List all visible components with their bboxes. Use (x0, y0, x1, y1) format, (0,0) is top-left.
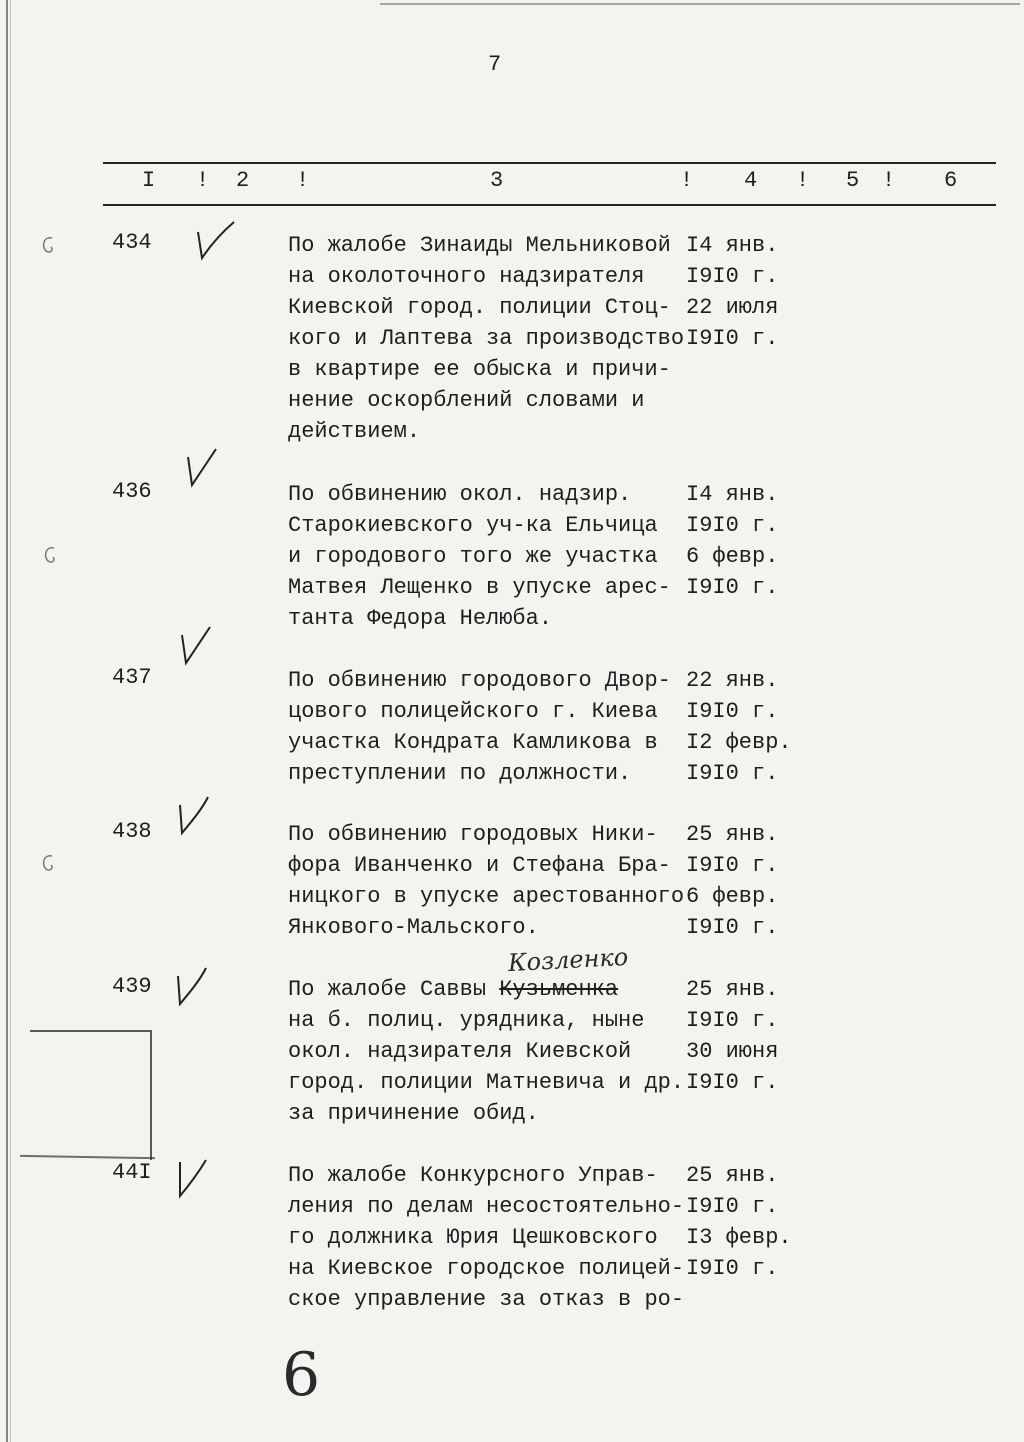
description-prefix: По жалобе Саввы (288, 977, 500, 1002)
header-rule-top (103, 162, 996, 164)
record-description: По обвинению городовых Ники- фора Иванченко и Стефана Бра- ницкого в упуске арестованного Янкового-Мальского. (288, 822, 685, 940)
page-edge (10, 0, 11, 1442)
record-number: 44I (112, 1160, 152, 1185)
column-separator: ! (196, 168, 210, 193)
handwritten-sheet-number: 6 (282, 1340, 321, 1410)
record-dates: 25 янв. I9I0 г. 6 февр. I9I0 г. (686, 822, 779, 940)
column-2-label: 2 (236, 168, 250, 193)
binder-hole-mark (38, 234, 58, 256)
header-rule-bottom (103, 204, 996, 206)
record-number: 434 (112, 230, 152, 255)
column-1-label: I (142, 168, 156, 193)
page-number: 7 (488, 52, 502, 77)
column-4-label: 4 (744, 168, 758, 193)
column-3-label: 3 (490, 168, 504, 193)
column-separator: ! (796, 168, 810, 193)
page-edge (380, 3, 1020, 5)
record-description: По обвинению окол. надзир. Старокиевского уч-ка Ельчица и городового того же участка Матвея Лещенко в упуске арес- танта Федора Нелюба. (288, 482, 671, 631)
record-description: По обвинению городового Двор- цового полицейского г. Киева участка Кондрата Камликова в преступлении по должности. (288, 668, 671, 786)
check-mark-icon (176, 625, 222, 671)
page-edge (6, 0, 8, 1442)
record-dates: I4 янв. I9I0 г. 22 июля I9I0 г. (686, 233, 779, 351)
check-mark-icon (172, 966, 218, 1012)
record-dates: 25 янв. I9I0 г. I3 февр. I9I0 г. (686, 1163, 792, 1281)
column-5-label: 5 (846, 168, 860, 193)
check-mark-icon (182, 447, 228, 493)
record-number: 437 (112, 665, 152, 690)
column-header (0, 168, 1024, 198)
binder-hole-mark (40, 544, 60, 566)
record-dates: I4 янв. I9I0 г. 6 февр. I9I0 г. (686, 482, 779, 600)
record-dates: 25 янв. I9I0 г. 30 июня I9I0 г. (686, 977, 779, 1095)
column-6-label: 6 (944, 168, 958, 193)
column-separator: ! (296, 168, 310, 193)
record-description: на б. полиц. урядника, ныне окол. надзирателя Киевской город. полиции Матневича и др. за причинение обид. (288, 1008, 685, 1126)
column-separator: ! (882, 168, 896, 193)
record-number: 439 (112, 974, 152, 999)
stamp-frame (30, 1030, 152, 1160)
check-mark-icon (172, 1156, 218, 1202)
handwritten-correction: Козленко (507, 942, 629, 978)
record-number: 436 (112, 479, 152, 504)
check-mark-icon (174, 795, 220, 841)
record-description-first-line (288, 974, 683, 1005)
record-description: По жалобе Конкурсного Управ- ления по делам несостоятельно- го должника Юрия Цешковского на Киевское городское полицей- ское управление за отказ в ро- (288, 1163, 685, 1312)
record-description: По жалобе Зинаиды Мельниковой на околоточного надзирателя Киевской город. полиции Стоц- кого и Лаптева за производство в квартире ее обыска и причи- нение оскорблений словами и действием. (288, 233, 685, 444)
binder-hole-mark (38, 852, 58, 874)
record-dates: 22 янв. I9I0 г. I2 февр. I9I0 г. (686, 668, 792, 786)
record-number: 438 (112, 819, 152, 844)
check-mark-icon (192, 220, 238, 266)
struck-name: Кузьменка (499, 977, 619, 1002)
column-separator: ! (680, 168, 694, 193)
